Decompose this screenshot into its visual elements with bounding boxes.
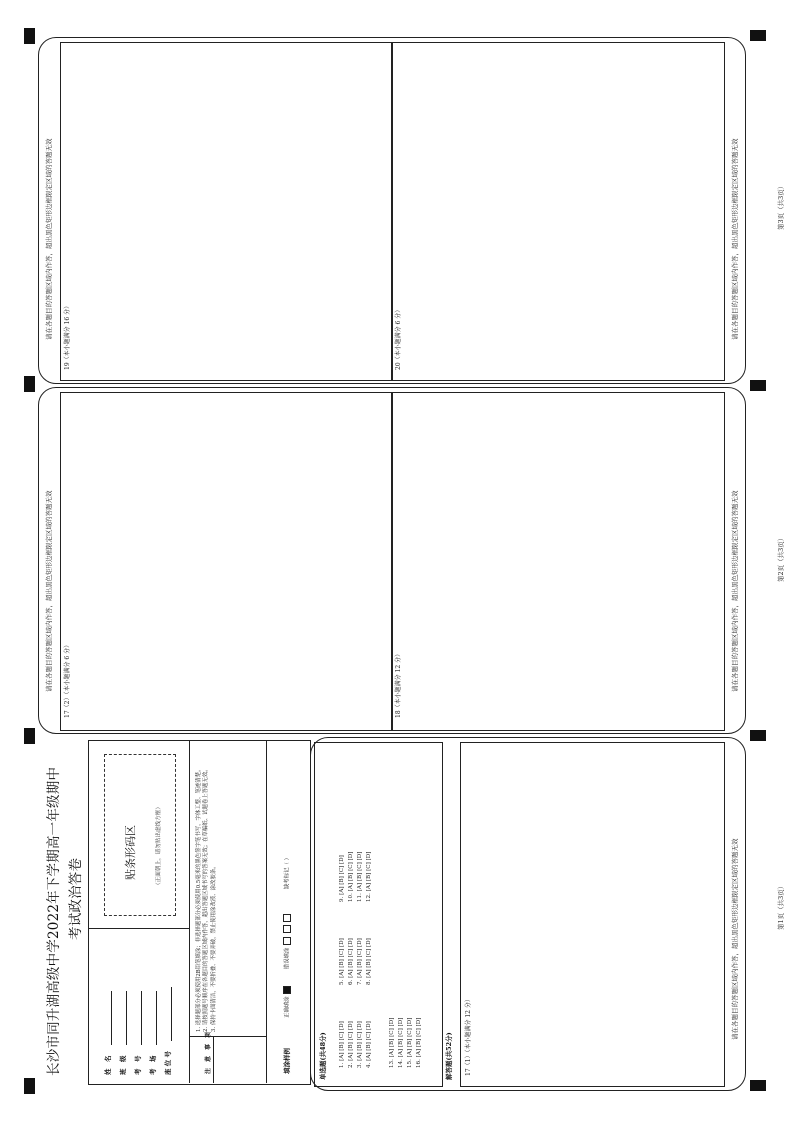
answer-section-title: 解答题(共52分)	[445, 1032, 453, 1080]
barcode-title: 贴条形码区	[124, 825, 137, 880]
mcq-section-title: 单选题(共48分)	[319, 1032, 327, 1080]
q19-label: 19（本小题满分 16 分）	[64, 302, 71, 370]
field-name[interactable]: 姓 名	[103, 992, 112, 1076]
fill-sample-row	[283, 855, 292, 1018]
mcq-row[interactable]: 7. [A] [B] [C] [D]	[357, 938, 364, 985]
page-number: 第1页（共3页）	[777, 882, 785, 930]
mcq-row[interactable]: 3. [A] [B] [C] [D]	[357, 1021, 364, 1068]
mcq-row[interactable]: 14. [A] [B] [C] [D]	[398, 1017, 405, 1068]
barcode-subtitle: （正面朝上，请勿贴出虚线方框）	[156, 804, 162, 888]
divider	[213, 1036, 214, 1083]
field-exam-number[interactable]: 考 号	[133, 992, 142, 1076]
q18-answer-box[interactable]	[391, 392, 725, 731]
page-number: 第3页（共3页）	[777, 182, 785, 230]
correct-fill-label: 正确填涂	[284, 996, 291, 1018]
page-number: 第2页（共3页）	[777, 534, 785, 582]
position-mark	[24, 1078, 35, 1094]
divider	[189, 1036, 266, 1037]
answer-notice: 请在各题目的答题区域内作答，超出黑色矩形边框限定区域的答题无效	[45, 490, 53, 692]
mcq-row[interactable]: 8. [A] [B] [C] [D]	[366, 938, 373, 985]
q18-label: 18（本小题满分 12 分）	[395, 650, 402, 718]
answer-notice: 请在各题目的答题区域内作答，超出黑色矩形边框限定区域的答题无效	[45, 138, 53, 340]
q17-1-label: 17（1）（本小题满分 12 分）	[465, 996, 472, 1076]
q20-answer-box[interactable]	[391, 42, 725, 381]
note-item: 1. 选择题部分必须使用2B铅笔填涂；非选择题部分必须使用0.5毫米的黑色签字笔书写，字体工整、笔迹清楚。	[196, 766, 202, 1032]
wrong-fill-label: 错误填涂	[284, 947, 291, 970]
q17-1-answer-box[interactable]	[460, 742, 725, 1087]
q17-2-answer-box[interactable]	[60, 392, 393, 731]
q20-label: 20（本小题满分 6 分）	[395, 306, 402, 370]
check-box-icon	[283, 937, 291, 945]
exam-title-line1: 长沙市同升湖高级中学2022年下学期高一年级期中	[46, 766, 62, 1076]
mcq-row[interactable]: 2. [A] [B] [C] [D]	[348, 1021, 355, 1068]
answer-notice: 请在各题目的答题区域内作答，超出黑色矩形边框限定区域的答题无效	[731, 490, 739, 692]
notes-list	[196, 742, 218, 1032]
q19-answer-box[interactable]	[60, 42, 393, 381]
position-mark	[750, 730, 766, 741]
mcq-row[interactable]: 16. [A] [B] [C] [D]	[416, 1017, 423, 1068]
notes-heading: 注意事项	[205, 1025, 212, 1074]
position-mark	[750, 1080, 766, 1091]
note-item: 2. 请按照题号顺序在各题目的答题区域内作答，超出答题区域书写的答案无效；在草稿纸、试题卷上答题无效。	[203, 766, 210, 1032]
mcq-row[interactable]: 9. [A] [B] [C] [D]	[339, 855, 345, 902]
position-mark	[24, 28, 35, 44]
field-exam-room[interactable]: 考 场	[148, 992, 157, 1076]
mcq-row[interactable]: 13. [A] [B] [C] [D]	[389, 1017, 395, 1068]
divider	[189, 740, 190, 1083]
dot-box-icon	[283, 914, 291, 922]
position-mark	[24, 376, 35, 392]
mcq-row[interactable]: 15. [A] [B] [C] [D]	[407, 1017, 414, 1068]
field-class[interactable]: 班 级	[118, 992, 127, 1076]
divider	[266, 740, 267, 1083]
absent-mark-label[interactable]: 缺考标记（ ）	[284, 855, 291, 890]
answer-notice: 请在各题目的答题区域内作答，超出黑色矩形边框限定区域的答题无效	[731, 838, 739, 1040]
q17-2-label: 17（2）（本小题满分 6 分）	[64, 641, 71, 718]
barcode-area[interactable]	[104, 754, 176, 916]
divider	[88, 928, 189, 929]
fill-sample-heading: 填涂样例	[283, 1048, 291, 1074]
mcq-row[interactable]: 11. [A] [B] [C] [D]	[357, 851, 364, 902]
position-mark	[750, 380, 766, 391]
mcq-row[interactable]: 4. [A] [B] [C] [D]	[366, 1021, 373, 1068]
mcq-row[interactable]: 5. [A] [B] [C] [D]	[339, 938, 345, 985]
cross-box-icon	[283, 925, 291, 933]
filled-box-icon	[283, 986, 291, 994]
position-mark	[24, 728, 35, 744]
mcq-row[interactable]: 6. [A] [B] [C] [D]	[348, 938, 355, 985]
mcq-row[interactable]: 12. [A] [B] [C] [D]	[366, 851, 373, 902]
mcq-row[interactable]: 10. [A] [B] [C] [D]	[348, 851, 355, 902]
mcq-row[interactable]: 1. [A] [B] [C] [D]	[339, 1021, 345, 1068]
field-seat-number[interactable]: 座 位 号	[163, 987, 172, 1075]
answer-notice: 请在各题目的答题区域内作答，超出黑色矩形边框限定区域的答题无效	[731, 138, 739, 340]
position-mark	[750, 30, 766, 41]
exam-title-line2: 考试政治答卷	[68, 857, 84, 940]
note-item: 3. 保持卡面清洁，不要折叠、不要弄破，禁止使用涂改液、涂改胶条。	[210, 863, 217, 1032]
